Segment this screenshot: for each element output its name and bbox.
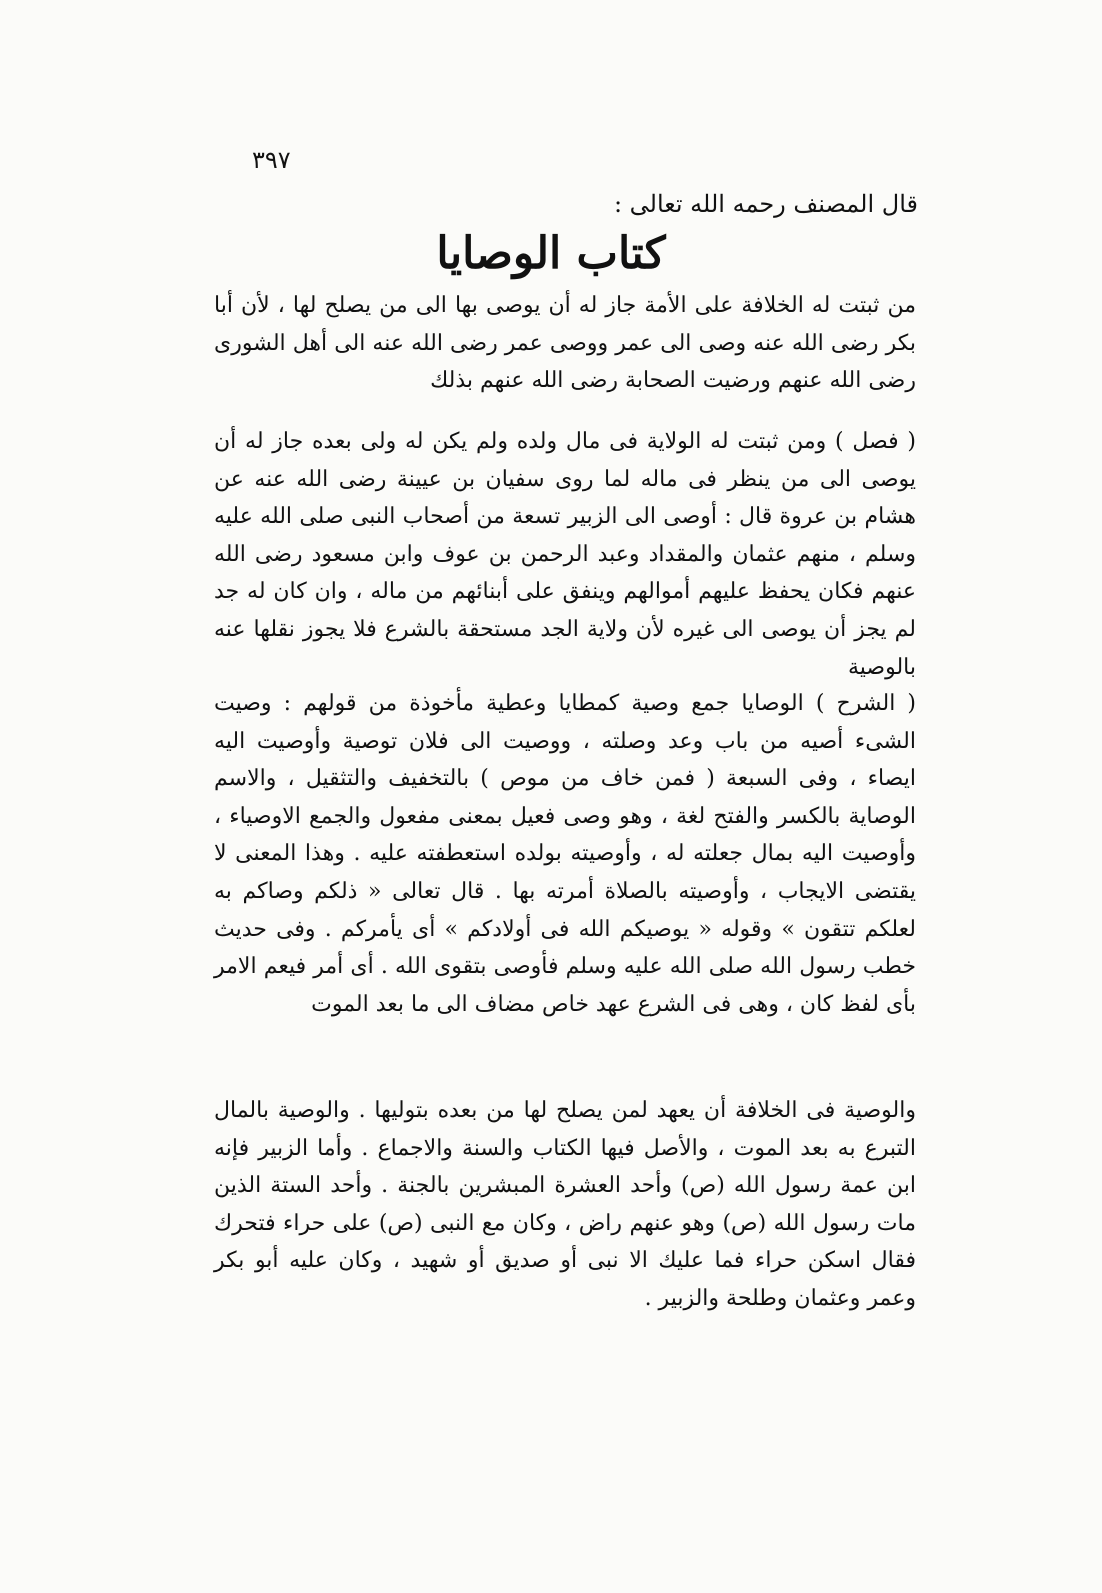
- paragraph-text: ( الشرح ) الوصايا جمع وصية كمطايا وعطية مأخوذة من قولهم : وصيت الشىء أصيه من باب وعد وصلته ، ووصيت الى فلان توصية وأوصيت اليه ايصاء ، وفى السبعة ( فمن خاف من موص ) بالتخفيف والتثقيل ، والاسم الوصاية بالكسر والفتح لغة ، وهو وصى فعيل بمعنى مفعول والجمع الاوصياء ، وأوصيت اليه بمال جعلته له ، وأوصيته بولده استعطفته عليه . وهذا المعنى لا يقتضى الايجاب ، وأوصيته بالصلاة أمرته بها . قال تعالى « ذلكم وصاكم به لعلكم تتقون » وقوله « يوصيكم الله فى أولادكم » أى يأمركم . وفى حديث خطب رسول الله صلى الله عليه وسلم فأوصى بتقوى الله . أى أمر فيعم الامر بأى لفظ كان ، وهى فى الشرع عهد خاص مضاف الى ما بعد الموت: [214, 691, 916, 1017]
- paragraph-main: [214, 287, 916, 400]
- paragraph-text: والوصية فى الخلافة أن يعهد لمن يصلح لها من بعده بتوليها . والوصية بالمال التبرع به بعد الموت ، والأصل فيها الكتاب والسنة والاجماع . وأما الزبير فإنه ابن عمة رسول الله (ص) وأحد العشرة المبشرين بالجنة . وأحد الستة الذين مات رسول الله (ص) وهو عنهم راض ، وكان مع النبى (ص) على حراء فتحرك فقال اسكن حراء فما عليك الا نبى أو صديق أو شهيد ، وكان عليه أبو بكر وعمر وعثمان وطلحة والزبير .: [214, 1098, 916, 1311]
- page-number: ٣٩٧: [252, 146, 291, 174]
- paragraph-text: من ثبتت له الخلافة على الأمة جاز له أن يوصى بها الى من يصلح لها ، لأن أبا بكر رضى الله عنه وصى الى عمر ووصى عمر رضى الله عنه الى أهل الشورى رضى الله عنهم ورضيت الصحابة رضى الله عنهم بذلك: [214, 293, 916, 394]
- opening-line: قال المصنف رحمه الله تعالى :: [613, 190, 918, 218]
- paragraph-wasiyya: [214, 1092, 916, 1318]
- chapter-title: كتاب الوصايا: [436, 228, 666, 279]
- paragraph-sharh: [214, 685, 916, 1023]
- paragraph-fasl: [214, 423, 916, 686]
- paragraph-text: ( فصل ) ومن ثبتت له الولاية فى مال ولده ولم يكن له ولى بعده جاز له أن يوصى الى من ينظر فى ماله لما روى سفيان بن عيينة رضى الله عنه عن هشام بن عروة قال : أوصى الى الزبير تسعة من أصحاب النبى صلى الله عليه وسلم ، منهم عثمان والمقداد وعبد الرحمن بن عوف وابن مسعود رضى الله عنهم فكان يحفظ عليهم أموالهم وينفق على أبنائهم من ماله ، وان كان له جد لم يجز أن يوصى الى غيره لأن ولاية الجد مستحقة بالشرع فلا يجوز نقلها عنه بالوصية: [214, 429, 916, 680]
